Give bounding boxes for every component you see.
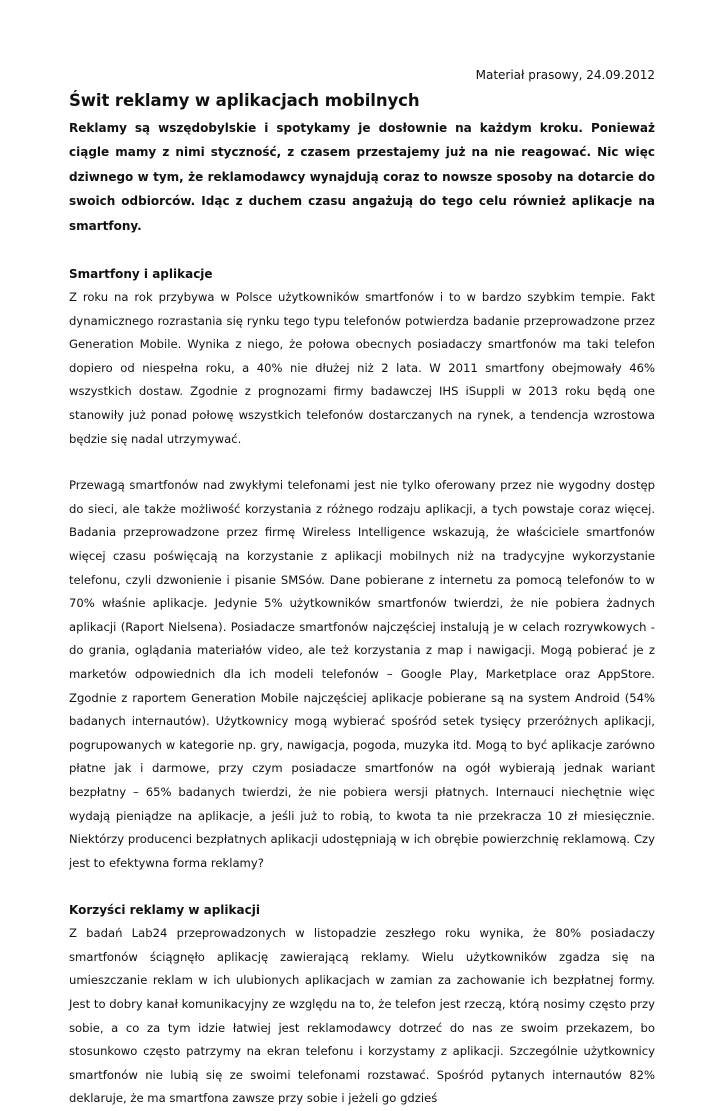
spacer bbox=[69, 451, 655, 474]
paragraph-smartphones-1: Z roku na rok przybywa w Polsce użytkowników smartfonów i to w bardzo szybkim tempie. Fakt dynamicznego rozrastania się rynku tego typu telefonów potwierdza badanie przeprowadzone przez Generation Mobile. Wynika z niego, że połowa obecnych posiadaczy smartfonów ma taki telefon dopiero od niespełna roku, a 40% nie dłużej niż 2 lata. W 2011 smartfony obejmowały 46% wszystkich dostaw. Zgodnie z prognozami firmy badawczej IHS iSuppli w 2013 roku będą one stanowiły już ponad połowę wszystkich telefonów dostarczanych na rynek, a tendencja wzrostowa będzie się nadal utrzymywać. bbox=[69, 290, 655, 446]
paragraph-smartphones-2: Przewagą smartfonów nad zwykłymi telefonami jest nie tylko oferowany przez nie wygodny dostęp do sieci, ale także możliwość korzystania z różnego rodzaju aplikacji, a tych powstaje coraz więcej. Badania przeprowadzone przez firmę Wireless Intelligence wskazują, że właściciele smartfonów więcej czasu poświęcają na korzystanie z aplikacji mobilnych niż na tradycyjne wykorzystanie telefonu, czyli dzwonienie i pisanie SMSów. Dane pobierane z internetu za pomocą telefonów to w 70% właśnie aplikacje. Jedynie 5% użytkowników smartfonów twierdzi, że nie pobiera żadnych aplikacji (Raport Nielsena). Posiadacze smartfonów najczęściej instalują je w celach rozrywkowych - do grania, oglądania materiałów video, ale też korzystania z map i nawigacji. Mogą pobierać je z marketów odpowiednich dla ich modeli telefonów – Google Play, Marketplace oraz AppStore. Zgodnie z raportem Generation Mobile najczęściej aplikacje pobierane są na system Android (54% badanych internautów). Użytkownicy mogą wybierać spośród setek tysięcy przeróżnych aplikacji, pogrupowanych w kategorie np. gry, nawigacja, pogoda, muzyka itd. Mogą to być aplikacje zarówno płatne jak i darmowe, przy czym posiadacze smartfonów na ogół wybierają jednak wariant bezpłatny – 65% badanych twierdzi, że nie pobiera wersji płatnych. Internauci niechętnie więc wydają pieniądze na aplikacje, a jeśli już to robią, to kwota ta nie przekracza 10 zł miesięcznie. Niektórzy producenci bezpłatnych aplikacji udostępniają w ich obrębie powierzchnię reklamową. Czy jest to efektywna forma reklamy? bbox=[69, 478, 655, 870]
spacer bbox=[69, 238, 655, 262]
article-lead: Reklamy są wszędobylskie i spotykamy je dosłownie na każdym kroku. Ponieważ ciągle mamy z nimi styczność, z czasem przestajemy już na nie reagować. Nic więc dziwnego w tym, że reklamodawcy wynajdują coraz to nowsze sposoby na dotarcie do swoich odbiorców. Idąc z duchem czasu angażują do tego celu również aplikacje na smartfony. bbox=[69, 121, 655, 233]
section-heading-smartphones: Smartfony i aplikacje bbox=[69, 267, 213, 282]
document-page bbox=[69, 66, 655, 1111]
paragraph-benefits-1: Z badań Lab24 przeprowadzonych w listopadzie zeszłego roku wynika, że 80% posiadaczy smartfonów ściągnęło aplikację zawierającą reklamy. Wielu użytkowników zgadza się na umieszczanie reklam w ich ulubionych aplikacjach w zamian za zachowanie ich bezpłatnej formy. Jest to dobry kanał komunikacyjny ze względu na to, że telefon jest rzeczą, którą nosimy często przy sobie, a co za tym idzie łatwiej jest reklamodawcy dotrzeć do nas ze swoim przekazem, bo stosunkowo często patrzymy na ekran telefonu i korzystamy z aplikacji. Szczególnie użytkownicy smartfonów nie lubią się ze swoimi telefonami rozstawać. Spośród pytanych internautów 82% deklaruje, że ma smartfona zawsze przy sobie i jeżeli go gdzieś bbox=[69, 926, 655, 1106]
spacer bbox=[69, 875, 655, 898]
press-release-date: Materiał prasowy, 24.09.2012 bbox=[475, 68, 655, 82]
section-heading-benefits: Korzyści reklamy w aplikacji bbox=[69, 903, 260, 918]
article-title: Świt reklamy w aplikacjach mobilnych bbox=[69, 91, 420, 110]
